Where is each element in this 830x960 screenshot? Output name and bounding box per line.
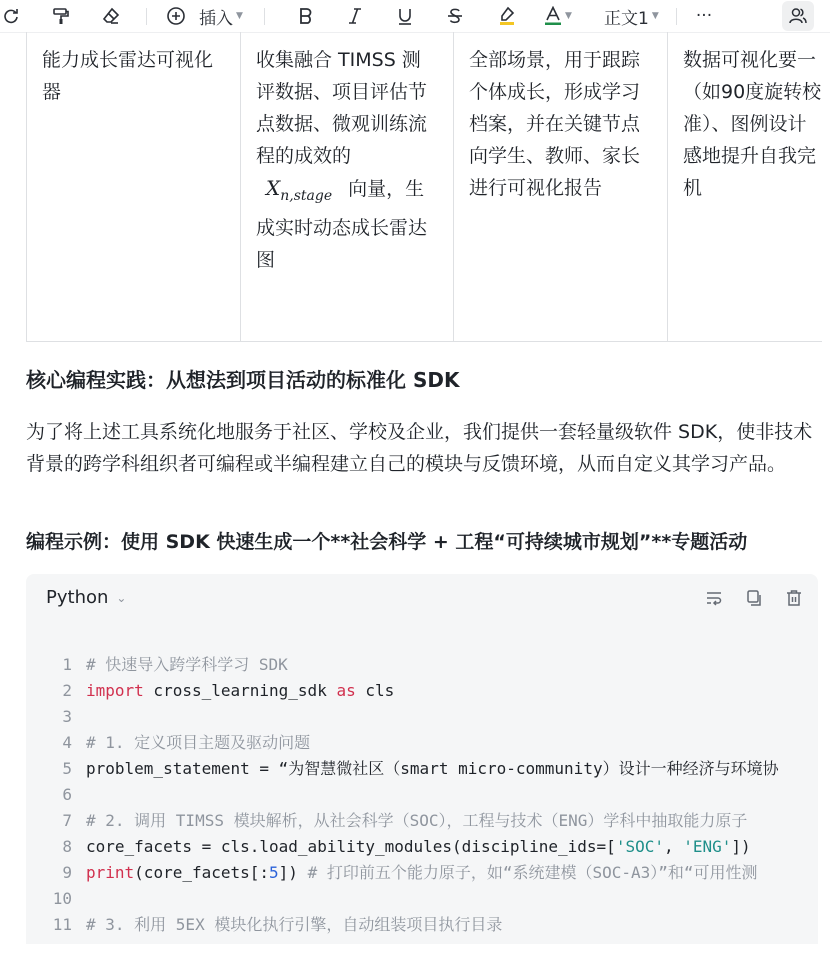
- line-content: [86, 808, 747, 834]
- toolbar-divider: [264, 8, 265, 25]
- code-token: ,: [663, 837, 684, 856]
- line-content: [86, 756, 779, 782]
- highlight-icon[interactable]: [496, 0, 518, 32]
- code-token: # 快速导入跨学科学习 SDK: [86, 655, 288, 674]
- formula-x: X: [266, 176, 281, 200]
- line-content: [86, 678, 394, 704]
- insert-menu[interactable]: [166, 0, 248, 32]
- cell-line: 器: [42, 81, 62, 103]
- line-number: 2: [62, 681, 72, 700]
- code-token: problem_statement = “为智慧微社区（smart micro-community）设计一种经济与环境协: [86, 759, 779, 778]
- viewport-edge: [0, 944, 830, 960]
- table-cell[interactable]: [241, 32, 454, 341]
- cell-line: 进行可视化报告: [469, 177, 603, 199]
- cell-line: 图: [256, 249, 276, 271]
- cell-line: 能力成长雷达可视化: [42, 49, 214, 71]
- cell-line: 收集融合 TIMSS 测: [256, 49, 421, 71]
- code-token: ]): [731, 837, 751, 856]
- editor-toolbar: [0, 0, 830, 33]
- line-number: 3: [62, 707, 72, 726]
- formula-trailing-text: 向量，生: [348, 178, 425, 200]
- line-content: [86, 730, 310, 756]
- paragraph-style-label: 正文1: [604, 8, 649, 29]
- cell-line: 数据可视化要一: [683, 49, 817, 71]
- insert-label: 插入: [199, 8, 233, 29]
- cell-line: 准）、图例设计: [683, 113, 807, 135]
- toolbar-divider: [676, 8, 677, 25]
- font-color-icon: [544, 6, 562, 26]
- cell-line: 机: [683, 177, 703, 199]
- code-tools: [704, 588, 804, 608]
- section-heading: 核心编程实践：从想法到项目活动的标准化 SDK: [26, 368, 460, 392]
- line-number: 8: [62, 837, 72, 856]
- line-number: 4: [62, 733, 72, 752]
- cell-line: 评数据、项目评估节: [256, 81, 428, 103]
- code-line[interactable]: [26, 678, 818, 704]
- code-line[interactable]: [26, 730, 818, 756]
- cell-line: 全部场景，用于跟踪: [469, 49, 641, 71]
- line-number: 11: [52, 915, 72, 934]
- code-line[interactable]: [26, 782, 818, 808]
- paragraph-style-dropdown[interactable]: [604, 0, 666, 32]
- line-number: 7: [62, 811, 72, 830]
- line-number: 10: [52, 889, 72, 908]
- chevron-down-icon: ▼: [565, 11, 572, 21]
- redo-icon[interactable]: [0, 0, 22, 32]
- formula-subscript: n,stage: [280, 188, 333, 204]
- users-icon: [788, 6, 808, 26]
- line-number: 1: [62, 655, 72, 674]
- code-block[interactable]: [26, 574, 818, 960]
- cell-line: 点数据、微观训练流: [256, 113, 428, 135]
- cell-line: （如90度旋转校: [683, 81, 822, 103]
- toolbar-divider: [146, 8, 147, 25]
- chevron-down-icon: ▼: [236, 11, 243, 21]
- code-language-label: Python: [46, 587, 109, 608]
- code-token: # 3. 利用 5EX 模块化执行引擎，自动组装项目执行目录: [86, 915, 503, 934]
- copy-icon: [745, 589, 763, 607]
- wrap-icon: [705, 589, 723, 607]
- strikethrough-icon[interactable]: [445, 0, 465, 32]
- delete-code-button[interactable]: [784, 588, 804, 608]
- body-paragraph: 为了将上述工具系统化地服务于社区、学校及企业，我们提供一套轻量级软件 SDK，使非技术背景的跨学科组织者可编程或半编程建立自己的模块与反馈环境，从而自定义其学习产品。: [26, 421, 813, 475]
- code-token: 'SOC': [615, 837, 664, 856]
- code-token: print: [86, 863, 135, 882]
- format-painter-icon[interactable]: [50, 0, 72, 32]
- code-language-selector[interactable]: [46, 587, 126, 608]
- table-cell[interactable]: [27, 32, 241, 341]
- code-token: 5: [269, 863, 279, 882]
- code-token: # 2. 调用 TIMSS 模块解析，从社会科学（SOC），工程与技术（ENG）学科中抽取能力原子: [86, 811, 748, 830]
- plus-circle-icon: [166, 6, 186, 26]
- code-line[interactable]: [26, 808, 818, 834]
- cell-line: 向学生、教师、家长: [469, 145, 641, 167]
- line-content: [86, 652, 288, 678]
- line-number: 6: [62, 785, 72, 804]
- cell-line: 程的成效的: [256, 145, 352, 167]
- code-token: # 打印前五个能力原子，如“系统建模（SOC-A3）”和“可用性测: [307, 863, 758, 882]
- code-token: (core_facets[:: [134, 863, 270, 882]
- code-line[interactable]: [26, 756, 818, 782]
- font-color-button[interactable]: [544, 0, 582, 32]
- more-icon: ···: [695, 6, 713, 26]
- underline-icon[interactable]: [395, 0, 415, 32]
- example-heading: 编程示例：使用 SDK 快速生成一个**社会科学 + 工程“可持续城市规划”**专题活动: [26, 531, 748, 553]
- table-cell[interactable]: [454, 32, 668, 341]
- code-token: import: [86, 681, 144, 700]
- line-number: 5: [62, 759, 72, 778]
- table-cell[interactable]: [668, 32, 822, 341]
- code-line[interactable]: [26, 652, 818, 678]
- trash-icon: [785, 589, 803, 607]
- line-number: 9: [62, 863, 72, 882]
- italic-icon[interactable]: [345, 0, 365, 32]
- code-token: cls: [355, 681, 395, 700]
- line-content: [86, 834, 751, 860]
- chevron-down-icon: ▼: [651, 11, 659, 21]
- cell-line: 档案，并在关键节点: [469, 113, 641, 135]
- more-options-button[interactable]: [690, 0, 718, 32]
- feature-table: [26, 32, 822, 342]
- cell-line: 成实时动态成长雷达: [256, 217, 428, 239]
- code-editor[interactable]: [26, 652, 818, 938]
- code-line[interactable]: [26, 860, 818, 886]
- code-token: core_facets = cls.load_ability_modules(discipline_ids=[: [86, 837, 616, 856]
- bold-icon[interactable]: [296, 0, 316, 32]
- code-line[interactable]: [26, 704, 818, 730]
- code-token: as: [336, 681, 356, 700]
- copy-code-button[interactable]: [744, 588, 764, 608]
- code-token: ]): [278, 863, 308, 882]
- collaborators-button[interactable]: [782, 1, 814, 31]
- code-line[interactable]: [26, 834, 818, 860]
- cell-line: 个体成长，形成学习: [469, 81, 641, 103]
- code-line[interactable]: [26, 886, 818, 912]
- code-token: cross_learning_sdk: [143, 681, 337, 700]
- line-content: [86, 860, 758, 886]
- code-line[interactable]: [26, 912, 818, 938]
- chevron-down-icon: ⌄: [116, 590, 127, 605]
- cell-line: 感地提升自我完: [683, 145, 817, 167]
- clear-format-icon[interactable]: [100, 0, 122, 32]
- code-token: 'ENG': [683, 837, 732, 856]
- wrap-lines-button[interactable]: [704, 588, 724, 608]
- formula-line: [256, 172, 438, 212]
- code-token: # 1. 定义项目主题及驱动问题: [86, 733, 311, 752]
- line-content: [86, 912, 502, 938]
